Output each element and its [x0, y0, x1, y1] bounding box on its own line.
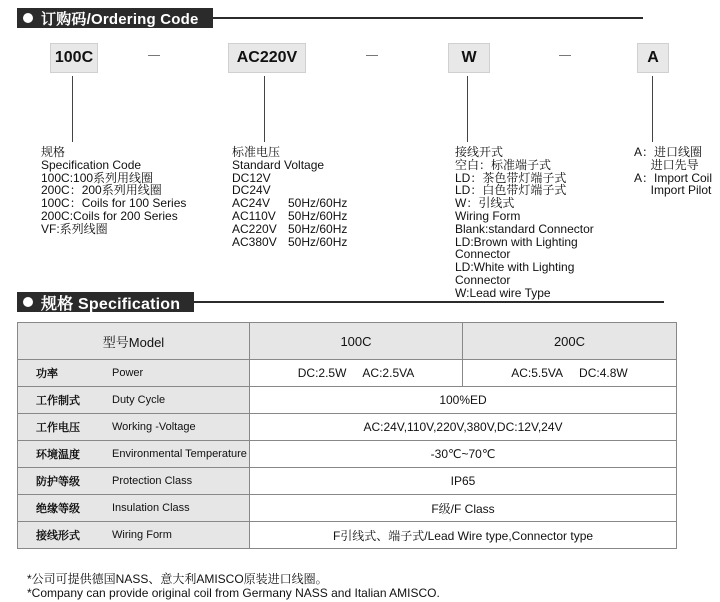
desc-line: Specification Code	[41, 157, 142, 172]
code-box-voltage: AC220V	[228, 43, 306, 73]
voltage-row: DC24V	[232, 183, 271, 198]
row-value: F引线式、端子式/Lead Wire type,Connector type	[250, 522, 677, 549]
desc-line: W：引线式	[455, 196, 515, 211]
row-value: IP65	[250, 468, 677, 495]
desc-line: 200C:Coils for 200 Series	[41, 208, 178, 223]
desc-line: Import Pilot	[634, 183, 712, 198]
row-label: 环境温度 Environmental Temperature	[18, 441, 250, 468]
header-rule	[213, 17, 643, 19]
desc-line: A：进口线圈	[634, 145, 703, 159]
code-box-import: A	[637, 43, 669, 73]
connector-line	[264, 76, 265, 142]
header-200c: 200C	[463, 323, 677, 360]
desc-line: Standard Voltage	[232, 157, 325, 172]
connector-line	[72, 76, 73, 142]
separator-dash	[559, 55, 571, 56]
code-box-wiring: W	[448, 43, 490, 73]
connector-line	[467, 76, 468, 142]
voltage-row: AC380V 50Hz/60Hz	[232, 234, 348, 249]
row-label: 绝缘等级 Insulation Class	[18, 495, 250, 522]
ordering-code-title-bar	[17, 8, 213, 28]
specification-table	[17, 322, 677, 549]
table-row	[18, 495, 677, 522]
voltage-row: AC24V 50Hz/60Hz	[232, 196, 348, 211]
table-row	[18, 522, 677, 549]
row-label: 功率 Power	[18, 360, 250, 387]
desc-line: 200C：200系列用线圈	[41, 183, 162, 198]
row-label: 工作电压 Working -Voltage	[18, 414, 250, 441]
specification-title: 规格 Specification	[41, 295, 181, 313]
model-description	[41, 146, 186, 236]
desc-line: LD:Brown with Lighting	[455, 234, 578, 249]
wiring-description	[455, 146, 594, 300]
import-description	[634, 146, 712, 197]
desc-line: 进口先导	[634, 157, 699, 172]
voltage-row: DC12V	[232, 170, 271, 185]
voltage-row: AC220V 50Hz/60Hz	[232, 221, 348, 236]
desc-line: 空白：标准端子式	[455, 157, 552, 172]
table-row	[18, 387, 677, 414]
header-rule	[194, 301, 664, 303]
desc-line: 100C:100系列用线圈	[41, 170, 154, 185]
code-box-model: 100C	[50, 43, 98, 73]
desc-line: Wiring Form	[455, 208, 521, 223]
desc-line: VF:系列线圈	[41, 221, 108, 236]
desc-line: Connector	[455, 247, 511, 262]
row-value: F级/F Class	[250, 495, 677, 522]
desc-line: 规格	[41, 145, 66, 159]
power-200c-value: AC:5.5VA DC:4.8W	[463, 360, 677, 387]
table-header-row	[18, 323, 677, 360]
row-label: 防护等级 Protection Class	[18, 468, 250, 495]
desc-line: Connector	[455, 272, 511, 287]
power-100c-value: DC:2.5W AC:2.5VA	[250, 360, 463, 387]
row-label: 工作制式 Duty Cycle	[18, 387, 250, 414]
specification-header	[17, 292, 664, 312]
header-model: 型号Model	[18, 323, 250, 360]
separator-dash	[366, 55, 378, 56]
desc-line: LD:White with Lighting	[455, 260, 575, 275]
connector-line	[652, 76, 653, 142]
ordering-code-title: 订购码/Ordering Code	[41, 10, 199, 28]
voltage-row: AC110V 50Hz/60Hz	[232, 208, 348, 223]
bullet-icon	[23, 297, 33, 307]
desc-line: 100C：Coils for 100 Series	[41, 196, 187, 211]
desc-line: 标准电压	[232, 145, 281, 159]
row-value: -30℃~70℃	[250, 441, 677, 468]
table-row	[18, 360, 677, 387]
desc-line: 接线开式	[455, 145, 504, 159]
desc-line: LD：茶色带灯端子式	[455, 170, 567, 185]
bullet-icon	[23, 13, 33, 23]
footnote-cn: *公司可提供德国NASS、意大利AMISCO原装进口线圈。	[27, 572, 328, 586]
row-label: 接线形式 Wiring Form	[18, 522, 250, 549]
table-row	[18, 468, 677, 495]
voltage-description	[232, 146, 347, 248]
row-value: AC:24V,110V,220V,380V,DC:12V,24V	[250, 414, 677, 441]
specification-title-bar	[17, 292, 194, 312]
footnote-en: *Company can provide original coil from Germany NASS and Italian AMISCO.	[27, 586, 440, 600]
desc-line: W:Lead wire Type	[455, 285, 551, 300]
desc-line: LD：白色带灯端子式	[455, 183, 567, 198]
ordering-code-header	[17, 8, 643, 28]
row-value: 100%ED	[250, 387, 677, 414]
table-row	[18, 414, 677, 441]
desc-line: Blank:standard Connector	[455, 221, 594, 236]
table-row	[18, 441, 677, 468]
header-100c: 100C	[250, 323, 463, 360]
desc-line: A：Import Coil	[634, 170, 713, 185]
separator-dash	[148, 55, 160, 56]
